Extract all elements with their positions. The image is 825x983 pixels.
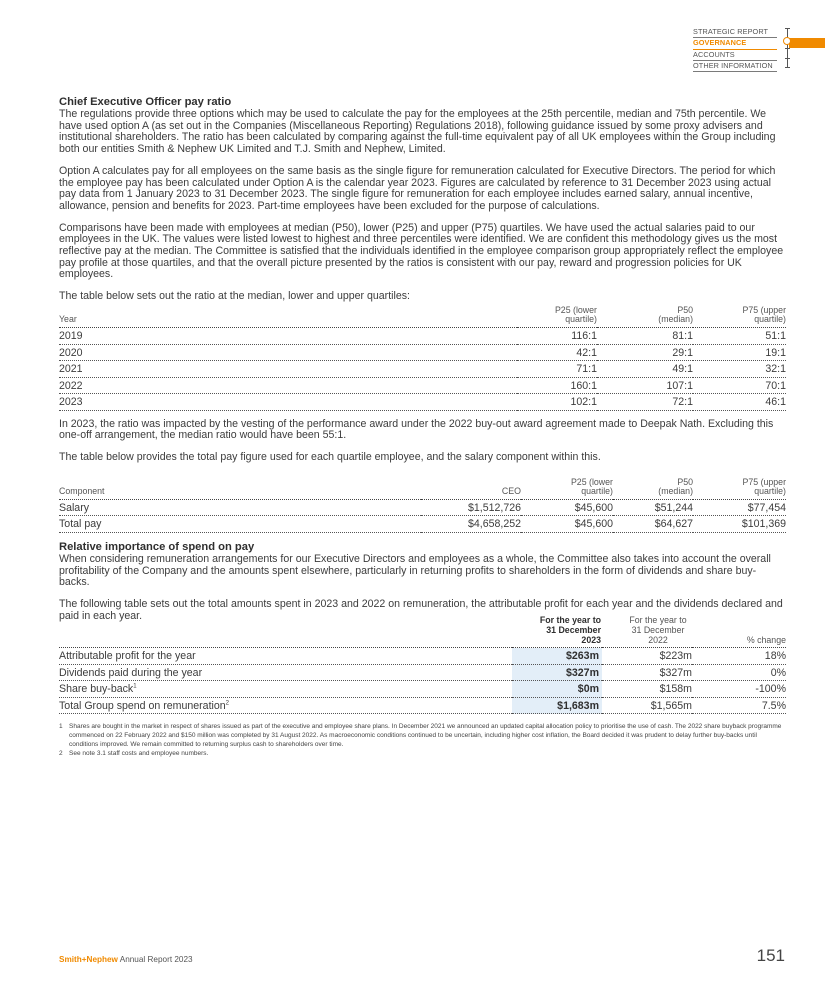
paragraph: The regulations provide three options which may be used to calculate the pay for the employees at the 25th percentile, median and 75th percentile. We have used option A (as set out in the Companies (Miscellaneous Reporting) Regulations 2018), following guidance issued by some proxy advisers and institutional shareholders. The ratio has been calculated by comparing against the full-time equivalent pay of all UK employees within the Group including both our entities Smith & Nephew UK Limited and T.J. Smith and Nephew, Limited. [59,108,776,156]
table-row [59,499,786,516]
column-header: P25 (lower quartile) [517,306,597,328]
table-cell: $45,600 [521,516,613,533]
section-nav [693,27,777,72]
value-2023: $263m [512,648,602,665]
table-cell: 19:1 [693,344,786,361]
footnote-number: 1 [59,723,63,731]
footnote-text: See note 3.1 staff costs and employee numbers. [69,750,209,758]
table-header-row [59,478,786,500]
footnote [59,722,786,749]
column-header: P50 (median) [597,306,693,328]
percent-change: 0% [692,664,786,681]
value-2023: $0m [512,681,602,698]
column-header: Component [59,478,421,500]
table-cell: 29:1 [597,344,693,361]
nav-active-marker-icon [783,37,791,45]
paragraph: In 2023, the ratio was impacted by the vesting of the performance award under the 2022 buy-out award agreement made to Deepak Nath. Excluding this one-off arrangement, the median ratio would have been 55:1. [59,417,774,442]
quartile-pay-table [59,478,786,533]
footnote [59,749,786,758]
column-header: P75 (upper quartile) [693,306,786,328]
row-label [59,681,512,698]
table-cell: 107:1 [597,377,693,394]
table-row [59,697,786,714]
nav-item-other-information[interactable]: OTHER INFORMATION [693,61,777,72]
section-heading-spend-on-pay: Relative importance of spend on pay [59,540,255,553]
nav-item-governance[interactable]: GOVERNANCE [693,38,777,49]
table-cell: 2020 [59,344,517,361]
table-cell: 70:1 [693,377,786,394]
table-row [59,664,786,681]
column-header: For the year to 31 December 2023 [512,616,602,647]
value-2022: $327m [602,664,692,681]
column-header: CEO [421,478,521,500]
footnote-ref: 1 [133,683,137,690]
table-cell: 116:1 [517,328,597,345]
table-cell: 160:1 [517,377,597,394]
value-2022: $158m [602,681,692,698]
table-cell: 42:1 [517,344,597,361]
footnote-ref: 2 [225,700,230,707]
paragraph: Comparisons have been made with employees at median (P50), lower (P25) and upper (P75) quartiles. We have used the actual salaries paid to our employees in the UK. The values were listed lowest to highest and three percentiles were identified. We are confident this methodology gives us the most reflective pay at the median. The Committee is satisfied that the individuals identified in the employee comparison group appropriately reflect the employee pay profile at those quartiles, and that the overall picture presented by the ratios is consistent with our pay, reward and progression policies for UK employees. [59,221,784,281]
row-label [59,664,512,681]
report-title: Annual Report 2023 [117,955,193,964]
brand-name: Smith+Nephew [59,955,118,964]
table-cell: $51,244 [613,499,693,516]
table-cell: 71:1 [517,361,597,378]
table-cell: $45,600 [521,499,613,516]
table-cell: 72:1 [597,394,693,411]
main-content [59,96,786,758]
table-cell: $4,658,252 [421,516,521,533]
value-2022: $1,565m [602,697,692,714]
table-header-row [59,616,786,647]
table-cell: 32:1 [693,361,786,378]
value-2023: $327m [512,664,602,681]
column-header: P25 (lower quartile) [521,478,613,500]
table-row [59,648,786,665]
column-header: For the year to 31 December 2022 [602,616,692,647]
paragraph: The following table sets out the total amounts spent in 2023 and 2022 on remuneration, the attributable profit for each year and the dividends declared and paid in each year. [59,597,783,622]
row-label-text: Total Group spend on remuneration [59,699,226,712]
spend-on-pay-table [59,616,786,714]
footnotes [59,722,786,758]
footer [59,955,193,964]
percent-change: 18% [692,648,786,665]
value-2022: $223m [602,648,692,665]
nav-dot [785,67,790,68]
table-cell: 46:1 [693,394,786,411]
percent-change: 7.5% [692,697,786,714]
paragraph: Option A calculates pay for all employees on the same basis as the single figure for remuneration calculated for Executive Directors. The period for which the employee pay has been calculated under Option A is the calendar year 2023. Figures are calculated by reference to 31 December 2023 using actual pay data from 1 January 2023 to 31 December 2023. The single figure for remuneration for each employee includes earned salary, annual incentive, allowance, pension and benefits for 2023. Part-time employees have been excluded for the purpose of calculations. [59,164,776,212]
row-label-text: Attributable profit for the year [59,650,196,663]
footnote-number: 2 [59,750,63,758]
table-cell: 2021 [59,361,517,378]
nav-item-strategic-report[interactable]: STRATEGIC REPORT [693,27,777,38]
row-label-text: Share buy-back [59,683,134,696]
table-cell: 2022 [59,377,517,394]
nav-dot [785,58,790,59]
table-cell: Total pay [59,516,421,533]
table-row [59,328,786,345]
paragraph: When considering remuneration arrangements for our Executive Directors and employees as a whole, the Committee also takes into account the overall profitability of the Company and the amounts spent elsewhere, particularly in returning profits to shareholders in the form of dividends and share buy-backs. [59,552,771,589]
table-cell: 102:1 [517,394,597,411]
nav-active-tab [789,38,825,48]
section-heading-ceo-pay-ratio: Chief Executive Officer pay ratio [59,96,232,108]
table-row [59,361,786,378]
row-label-text: Dividends paid during the year [59,666,203,679]
ceo-ratio-table [59,306,786,411]
page-number: 151 [756,946,785,965]
table-row [59,344,786,361]
table-cell: 49:1 [597,361,693,378]
table-cell: $101,369 [693,516,786,533]
nav-dot [785,28,790,29]
table-cell: $77,454 [693,499,786,516]
nav-item-accounts[interactable]: ACCOUNTS [693,50,777,61]
table-cell: 51:1 [693,328,786,345]
row-label [59,697,512,714]
table-cell: 2019 [59,328,517,345]
footnote-text: Shares are bought in the market in respect of shares issued as part of the executive and employee share plans. In December 2021 we announced an updated capital allocation policy to prioritise the use of cash. The 2022 share buyback programme commenced on 22 February 2022 and $150 million was completed by 31 August 2022. As macroeconomic conditions continued to be uncertain, including higher cost inflation, the Board decided it was prudent to delay further buy-backs until conditions improved. We remain committed to returning surplus cash to shareholders over time. [69,723,782,749]
table-row [59,394,786,411]
table-cell: 81:1 [597,328,693,345]
row-label [59,648,512,665]
column-header: % change [692,616,786,647]
paragraph: The table below provides the total pay figure used for each quartile employee, and the salary component within this. [59,450,601,463]
table-row [59,681,786,698]
table-row [59,516,786,533]
table-row [59,377,786,394]
column-header: Year [59,306,517,328]
table-cell: Salary [59,499,421,516]
percent-change: -100% [692,681,786,698]
value-2023: $1,683m [512,697,602,714]
table-cell: $1,512,726 [421,499,521,516]
column-header: P75 (upper quartile) [693,478,786,500]
nav-dot [785,48,790,49]
column-header: P50 (median) [613,478,693,500]
table-header-row [59,306,786,328]
table-cell: $64,627 [613,516,693,533]
paragraph: The table below sets out the ratio at the median, lower and upper quartiles: [59,290,410,303]
table-cell: 2023 [59,394,517,411]
